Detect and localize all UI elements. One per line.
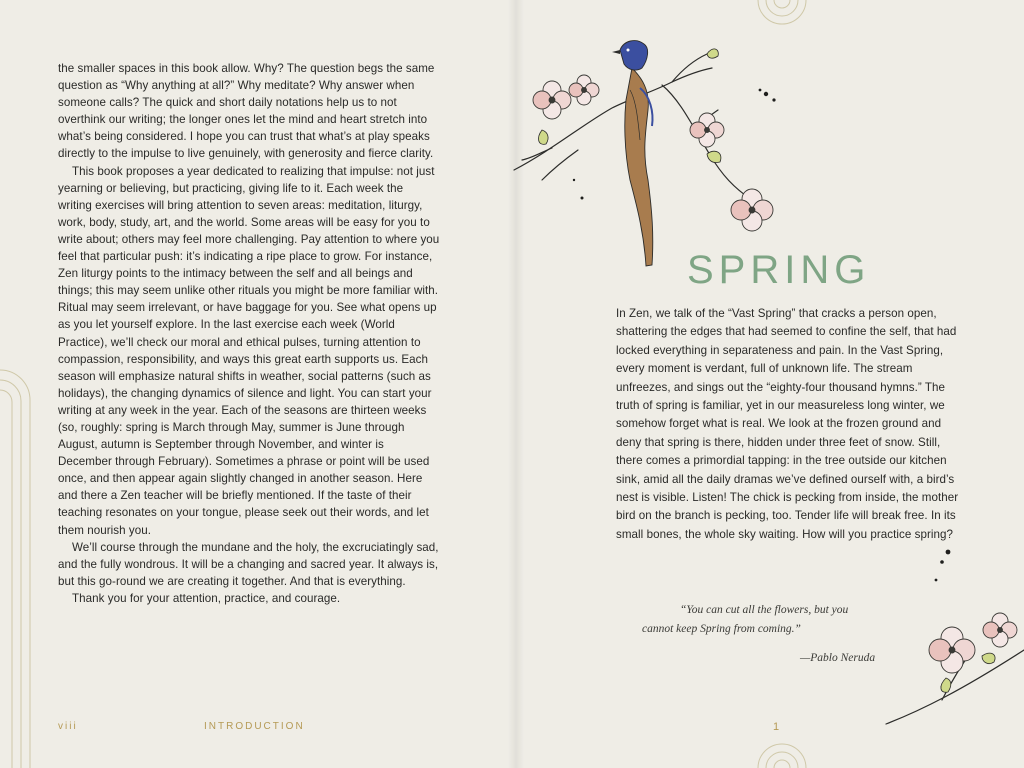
left-paragraph-4: Thank you for your attention, practice, and courage. bbox=[72, 591, 341, 605]
right-paragraph: In Zen, we talk of the “Vast Spring” that cracks a person open, shattering the edges that had seemed to confine the self, that had locked everything in separateness and pain. In the Vast Spring, every moment is verdant, full of unknown life. The stream unfreezes, and sings out the “eighty-four thousand hymns.” The truth of spring is familiar, yet in our measureless long winter, we somehow forget what is real. We look at the frozen ground and deny that spring is there, hidden under three feet of snow. Still, there comes a primordial tapping: in the tree outside our kitchen sink, amid all the daily dramas we’ve defined ourself with, a bird’s nest is visible. Listen! The chick is pecking from inside, the mother bird on the branch is pecking, too. Tender life will break free. In its small bones, the whole sky waiting. How will you practice spring? bbox=[616, 307, 959, 541]
arc-ornament-top-icon bbox=[752, 0, 812, 30]
chapter-title: SPRING bbox=[687, 248, 871, 292]
left-paragraph-3: We’ll course through the mundane and the holy, the excruciatingly sad, and the fully wondrous. It will be a changing and sacred year. It always is, but this go-round we are creating it together. And that is everything. bbox=[58, 540, 439, 588]
left-paragraph-2: This book proposes a year dedicated to realizing that impulse: not just yearning or believing, but practicing, giving life to it. Each week the writing exercises will bring attention to seven areas: meditation, liturgy, work, body, study, art, and the world. Some areas will be easy for you to write about; others may feel more challenging. Pay attention to where you feel that particular push: it’s indicating a ripe place to grow. For instance, Zen liturgy points to the intimacy between the self and all beings and things; this may seem unlike other rituals you might be more familiar with. Ritual may seem irrelevant, or have baggage for you. See what opens up as you let yourself explore. In the last exercise each week (World Practice), we’ll check our moral and ethical pulses, turning attention to compassion, responsibility, and ways this great earth supports us. Each season will emphasize natural shifts in weather, social patterns (such as holidays), the changing dynamics of silence and light. You can start your writing at any week in the year. Each of the seasons are thirteen weeks (so, roughly: spring is March through May, summer is June through August, autumn is September through November, and winter is December through February). Sometimes a phrase or point will be used once, and then appear again slightly changed in another season. Here and there a Zen teacher will be briefly mentioned. If the taste of their teaching resonates on your tongue, please seek out their words, and let them nourish you. bbox=[58, 164, 440, 537]
arc-ornament-bottom-icon bbox=[752, 738, 812, 768]
blossom-branch-illustration-icon bbox=[882, 540, 1024, 730]
right-page bbox=[512, 0, 1024, 768]
quote-line-1: “You can cut all the flowers, but you bbox=[680, 604, 849, 616]
epigraph-quote bbox=[642, 601, 902, 639]
left-folio-number: viii bbox=[58, 721, 78, 732]
quote-attribution: —Pablo Neruda bbox=[800, 652, 876, 664]
left-paragraph-1: the smaller spaces in this book allow. Why? The question begs the same question as “Why anything at all?” Why meditate? Why answer when someone calls? The quick and short daily notations help us to not overthink our writing; the longer ones let the mind and heart stretch into what’s being considered. I hope you can trust that what’s at play speaks directly to the impulse to live genuinely, with generosity and fierce clarity. bbox=[58, 62, 435, 161]
arc-ornament-left-icon bbox=[0, 0, 60, 768]
quote-line-2: cannot keep Spring from coming.” bbox=[642, 623, 801, 635]
left-body-text bbox=[58, 60, 440, 607]
right-folio-number: 1 bbox=[773, 721, 780, 733]
bird-illustration-icon bbox=[512, 30, 812, 270]
running-head: INTRODUCTION bbox=[204, 721, 305, 732]
right-body-text bbox=[616, 305, 966, 544]
